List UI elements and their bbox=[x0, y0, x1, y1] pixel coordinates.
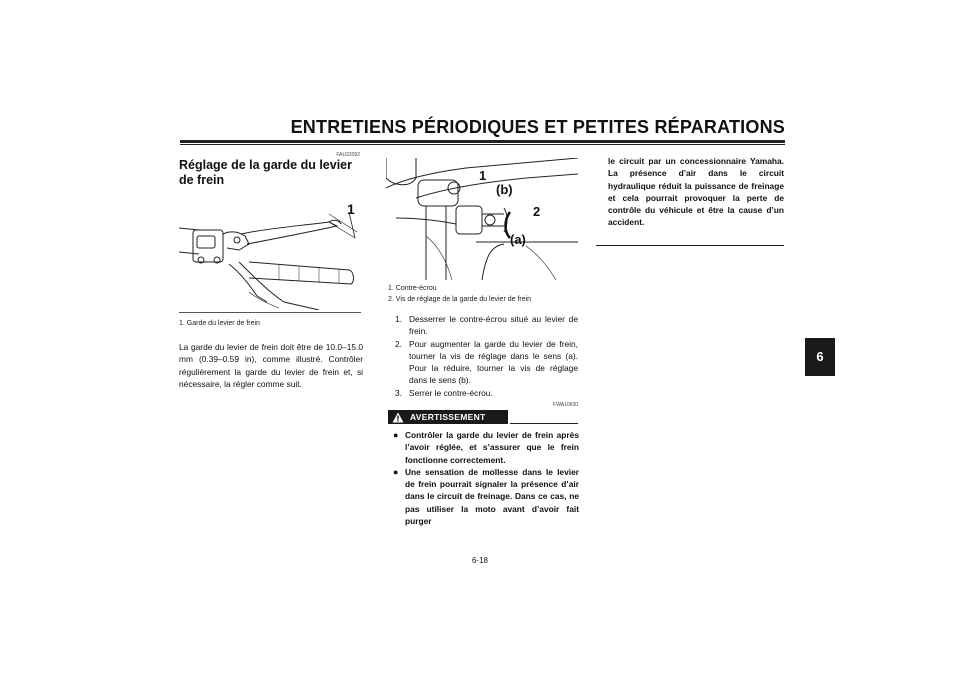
figure1-label: 1 bbox=[347, 201, 355, 217]
warning-bullets bbox=[393, 429, 579, 527]
warning-end-rule bbox=[596, 245, 784, 246]
section-heading: Réglage de la garde du levier de frein bbox=[179, 158, 352, 187]
warning-banner: AVERTISSEMENT bbox=[388, 410, 508, 424]
page-number: 6-18 bbox=[471, 556, 488, 565]
steps-list bbox=[395, 313, 578, 399]
figure2-label-b: (b) bbox=[496, 182, 513, 197]
step-item: 3. Serrer le contre-écrou. bbox=[395, 387, 493, 398]
warning-rule bbox=[510, 423, 578, 424]
step-item: 2. Pour augmenter la garde du levier de frein, tourner la vis de réglage dans le sens (a). Pour la réduire, tourner la vis de réglage dans le sens (b). bbox=[395, 338, 578, 386]
step-item: 1. Desserrer le contre-écrou situé au levier de frein. bbox=[395, 314, 578, 337]
figure2-caption-1: 1. Contre-écrou bbox=[388, 285, 437, 292]
intro-paragraph: La garde du levier de frein doit être de 10.0–15.0 mm (0.39–0.59 in), comme illustré. Contrôler régulièrement la garde du levier de frein et, si nécessaire, la régler comme suit. bbox=[179, 342, 363, 389]
warning-triangle-icon bbox=[392, 412, 404, 423]
figure2-label-1: 1 bbox=[479, 168, 487, 183]
figure1-caption: 1. Garde du levier de frein bbox=[179, 320, 260, 327]
page-title: ENTRETIENS PÉRIODIQUES ET PETITES RÉPARATIONS bbox=[290, 117, 785, 137]
figure2-label-a: (a) bbox=[510, 232, 526, 247]
adjuster-illustration bbox=[386, 158, 578, 280]
title-rule bbox=[180, 140, 785, 143]
figure2-caption-2: 2. Vis de réglage de la garde du levier de frein bbox=[388, 296, 532, 303]
caption-rule bbox=[179, 312, 361, 313]
warning-bullet: ● Une sensation de mollesse dans le levier de frein pourrait signaler la présence d’air dans le circuit de freinage. Dans ce cas, ne pas utiliser la moto avant d’avoir fait purger bbox=[393, 466, 579, 527]
warning-continued: le circuit par un concessionnaire Yamaha. La présence d’air dans le circuit hydraulique réduit la puissance de freinage et cela pourrait provoquer la perte de contrôle du véhicule et être la cause d’un accident. bbox=[608, 156, 784, 228]
chapter-tab: 6 bbox=[805, 338, 835, 376]
section-code: FAU22092 bbox=[336, 152, 360, 158]
brake-lever-illustration bbox=[179, 192, 364, 310]
warning-code: FWA10630 bbox=[553, 402, 578, 408]
warning-bullet: ● Contrôler la garde du levier de frein après l’avoir réglée, et s’assurer que le frein fonctionne correctement. bbox=[393, 430, 579, 465]
figure2-label-2: 2 bbox=[533, 204, 541, 219]
title-rule-thin bbox=[180, 144, 785, 145]
